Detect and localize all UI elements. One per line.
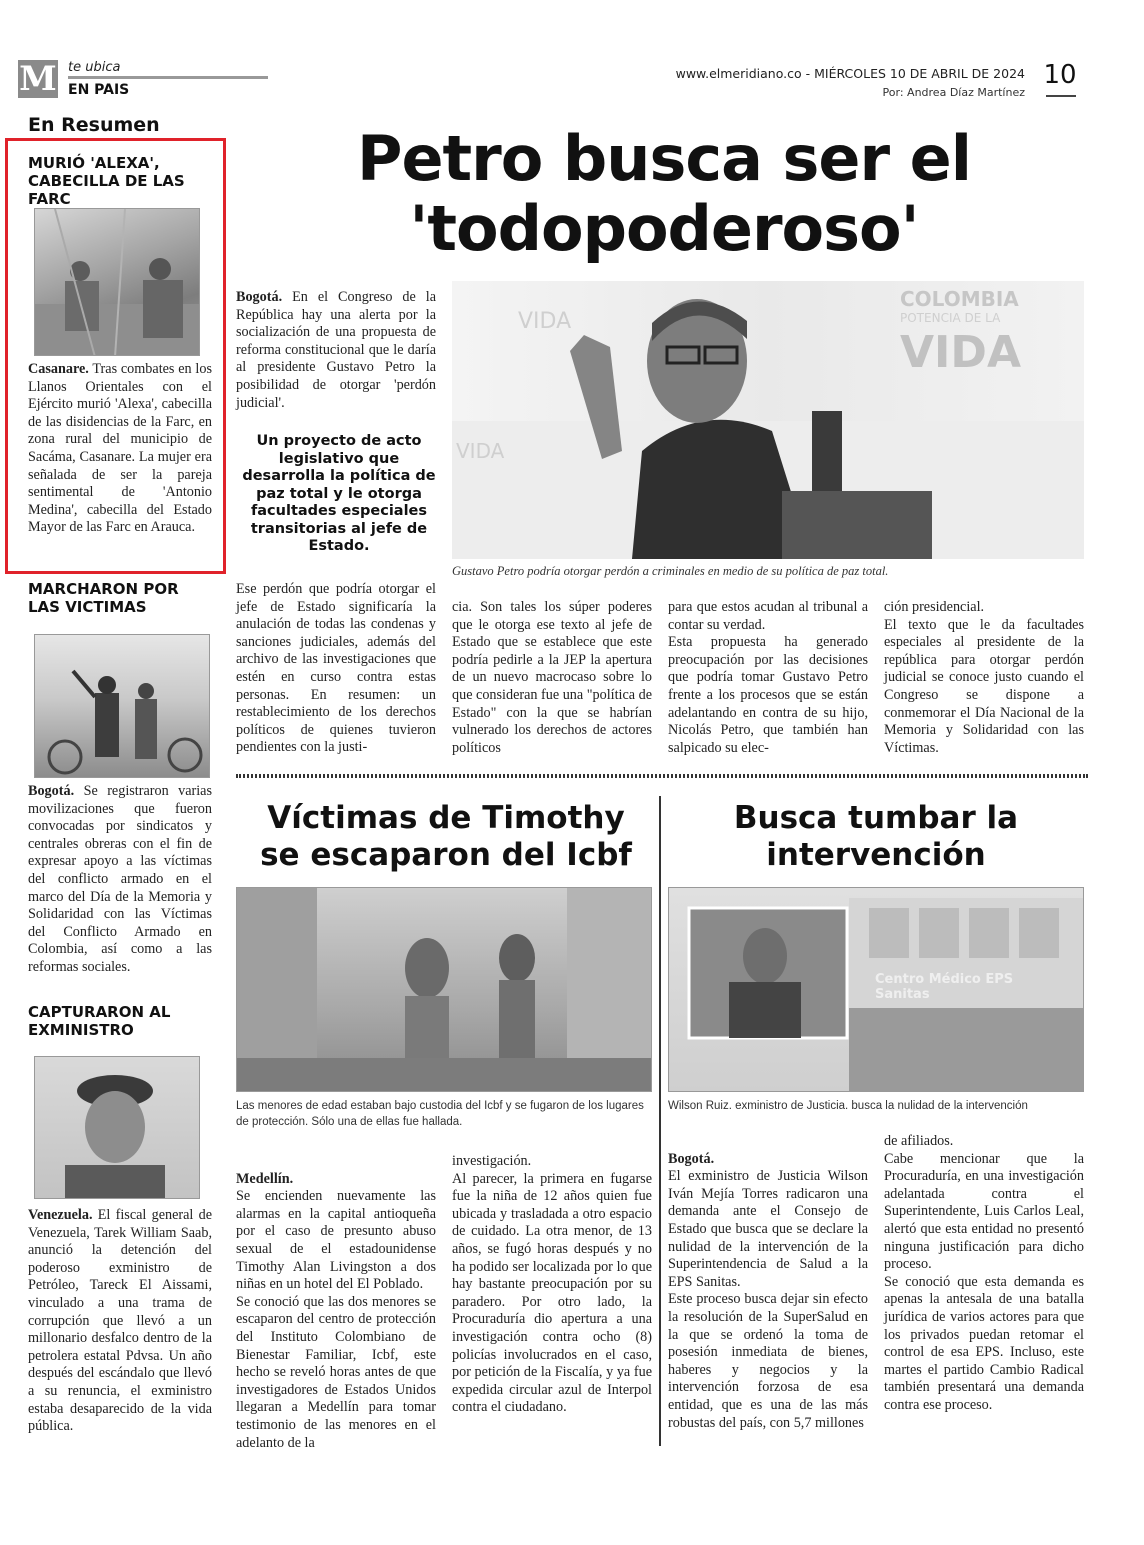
photo-banner-colombia: COLOMBIA	[900, 287, 1019, 311]
main-photo-caption: Gustavo Petro podría otorgar perdón a criminales en medio de su política de paz total.	[452, 564, 889, 578]
main-headline-line2: 'todopoderoso'	[409, 192, 919, 265]
section-divider	[236, 774, 1088, 778]
main-intro	[236, 289, 436, 412]
sidebar-photo-soldiers	[34, 208, 200, 356]
icbf-column-1	[236, 1153, 436, 1452]
section-name: EN PAIS	[68, 82, 130, 98]
eps-headline-line2: intervención	[766, 837, 986, 873]
exminister-image	[35, 1057, 200, 1199]
photo-banner-vida-small: VIDA	[518, 309, 572, 334]
dateline: www.elmeridiano.co - MIÉRCOLES 10 DE ABRIL DE 2024	[675, 66, 1025, 81]
section-rule	[68, 76, 268, 79]
eps-building-sign: Centro Médico EPS Sanitas	[875, 972, 1014, 1002]
main-column-1: Ese perdón que podría otorgar el jefe de Estado significaría la anulación de todas las condenas y sanciones judiciales, además del archivo de las investigaciones que estén en curso contra estas personas. En resumen: un restablecimiento de los derechos políticos de quienes tuvieron pendientes con la justi-	[236, 581, 436, 756]
dateline-place: Medellín.	[236, 1170, 294, 1187]
main-photo-petro	[452, 281, 1084, 559]
icbf-headline	[236, 800, 656, 874]
march-image	[35, 635, 210, 778]
sidebar-item-headline: MARCHARON POR LAS VICTIMAS	[28, 580, 179, 616]
sidebar-title: En Resumen	[28, 114, 160, 136]
main-column-4: ción presidencial. El texto que le da facultades especiales al presidente de la república para otorgar perdón judicial se conoce justo cuando el Congreso se dispone a conmemorar el Día Nacional de la Memoria y Solidaridad con las Víctimas.	[884, 599, 1084, 756]
icbf-headline-line2: se escaparon del Icbf	[260, 837, 632, 873]
eps-column-2: de afiliados. Cabe mencionar que la Procuraduría, en una investigación adelantada contra el Superintendente, Luis Carlos Leal, alertó que esta entidad no presentó ninguna justificación para dicho proceso. Se conoció que esta demanda es apenas la antesala de una batalla jurídica de varios actores para que los privados puedan retomar el control de esa EPS. Incluso, este martes el partido Cambio Radical también presentará una demanda contra ese proceso.	[884, 1133, 1084, 1413]
page-number: 10	[1043, 60, 1077, 90]
sidebar-item-text: Tras combates en los Llanos Orientales con el Ejército murió 'Alexa', cabecilla de las disidencias de la Farc, en zona rural del municipio de Sacáma, Casanare. La mujer era señalada de ser la pareja sentimental de 'Antonio Medina', cabecilla del Estado Mayor de las Farc en Arauca.	[28, 361, 212, 536]
eps-column-1-text: El exministro de Justicia Wilson Iván Mejía Torres radicaron una demanda ante el Consejo de Estado que busca que se declare la nulidad de la intervención de la Superintendencia de Salud a la EPS Sanitas. Este proceso busca dejar sin efecto la resolución de la SuperSalud en la que se ordenó la toma de posesión inmediata de bienes, haberes y negocios y la intervención forzosa de esa entidad, que es una de las más robustas del país, con 5,7 millones	[668, 1168, 868, 1431]
page-number-rule	[1046, 95, 1076, 97]
byline: Por: Andrea Díaz Martínez	[882, 86, 1025, 99]
column-divider	[659, 796, 661, 1446]
sidebar-photo-exminister	[34, 1056, 200, 1199]
sidebar-item-body	[28, 783, 212, 977]
soldiers-image	[35, 209, 200, 356]
dateline-place: Bogotá.	[668, 1150, 715, 1167]
icbf-column-1-text: Se encienden nuevamente las alarmas en la capital antioqueña por el caso de presunto abuso sexual de el estadounidense Timothy Alan Livingston a dos niñas en un hotel del El Poblado. Se conoció que las dos menores se escaparon del centro de protección del Instituto Colombiano de Bienestar Familiar, Icbf, este hecho se reveló horas antes de que investigadores de Estados Unidos llegaran a Medellín para tomar testimonio de las menores en el adelanto de la	[236, 1188, 436, 1451]
photo-banner-vida: VIDA	[900, 327, 1021, 378]
main-headline	[234, 124, 1094, 264]
masthead-logo	[18, 60, 58, 98]
dateline-place: Venezuela.	[28, 1207, 93, 1223]
sidebar-item-body	[28, 1207, 212, 1436]
pull-quote: Un proyecto de acto legislativo que desarrolla la política de paz total y le otorga facultades especiales transitorias al jefe de Estado.	[242, 433, 436, 554]
eps-headline-line1: Busca tumbar la	[733, 800, 1019, 836]
sidebar-photo-march	[34, 634, 210, 778]
photo-banner-potencia: POTENCIA DE LA	[900, 311, 1001, 325]
sidebar-item-headline: MURIÓ 'ALEXA', CABECILLA DE LAS FARC	[28, 154, 185, 208]
eps-photo-caption: Wilson Ruiz. exministro de Justicia. busca la nulidad de la intervención	[668, 1100, 1028, 1112]
sidebar-item-body	[28, 361, 212, 537]
dateline-place: Casanare.	[28, 361, 89, 377]
icbf-scene-image	[237, 888, 652, 1092]
main-column-3: para que estos acudan al tribunal a contar su verdad. Esta propuesta ha generado preocupación por las decisiones que podría tomar Gustavo Petro frente a los procesos que se están adelantando en contra de su hijo, Nicolás Petro, que también han salpicado su elec-	[668, 599, 868, 756]
eps-photo	[668, 887, 1084, 1092]
icbf-photo	[236, 887, 652, 1092]
main-intro-text: En el Congreso de la República hay una alerta por la socialización de una propuesta de reforma constitucional que le daría al presidente Gustavo Petro la posibilidad de otorgar 'perdón judicial'.	[236, 289, 437, 411]
eps-column-1	[668, 1133, 868, 1432]
sidebar-item-text: El fiscal general de Venezuela, Tarek William Saab, anunció la detención del poderoso exministro de Petróleo, Tareck El Aissami, vinculado a una trama de corrupción que llevó a un millonario desfalco dentro de la petrolera estatal Pdvsa. Un año después del escándalo que llevó a su renuncia, el exministro estaba desaparecido de la vida pública.	[28, 1207, 213, 1435]
sidebar-item-headline: CAPTURARON AL EXMINISTRO	[28, 1003, 171, 1039]
eps-headline	[668, 800, 1084, 874]
sidebar-item-text: Se registraron varias movilizaciones que fueron convocadas por sindicatos y centrales obreras con el fin de expresar apoyo a las víctimas del conflicto armado en el marco del Día de la Memoria y Solidaridad con las Víctimas del Conflicto Armado en Colombia, así como a las reformas sociales.	[28, 783, 212, 975]
icbf-column-2: investigación. Al parecer, la primera en fugarse fue la niña de 12 años quien fue ubicada y trasladada a otro espacio de cuidado. La otra menor, de 13 años, se fugó horas después y no ha podido ser localizada por lo que hay bastante preocupación por su paradero. Por otro lado, la Procuraduría dio apertura a una investigación contra ocho (8) policías involucrados en el caso, por petición de la Fiscalía, y ya fue expedida circular azul de Interpol contra el ciudadano.	[452, 1153, 652, 1416]
icbf-headline-line1: Víctimas de Timothy	[267, 800, 625, 836]
section-tag: te ubica	[68, 60, 121, 75]
icbf-photo-caption: Las menores de edad estaban bajo custodia del Icbf y se fugaron de los lugares de protección. Sólo una de ellas fue hallada.	[236, 1100, 644, 1128]
logo-letter: M	[19, 59, 57, 99]
main-headline-line1: Petro busca ser el	[357, 122, 971, 195]
photo-banner-vida-left: VIDA	[456, 439, 505, 463]
dateline-place: Bogotá.	[236, 289, 283, 305]
main-column-2: cia. Son tales los súper poderes que le otorga ese texto al jefe de Estado que se establece que este podría pedirle a la JEP la apertura de un nuevo macrocaso sobre lo que consideran fue una "política de Estado" con la que se habrían vulnerado los derechos de actores políticos	[452, 599, 653, 756]
dateline-place: Bogotá.	[28, 783, 75, 799]
